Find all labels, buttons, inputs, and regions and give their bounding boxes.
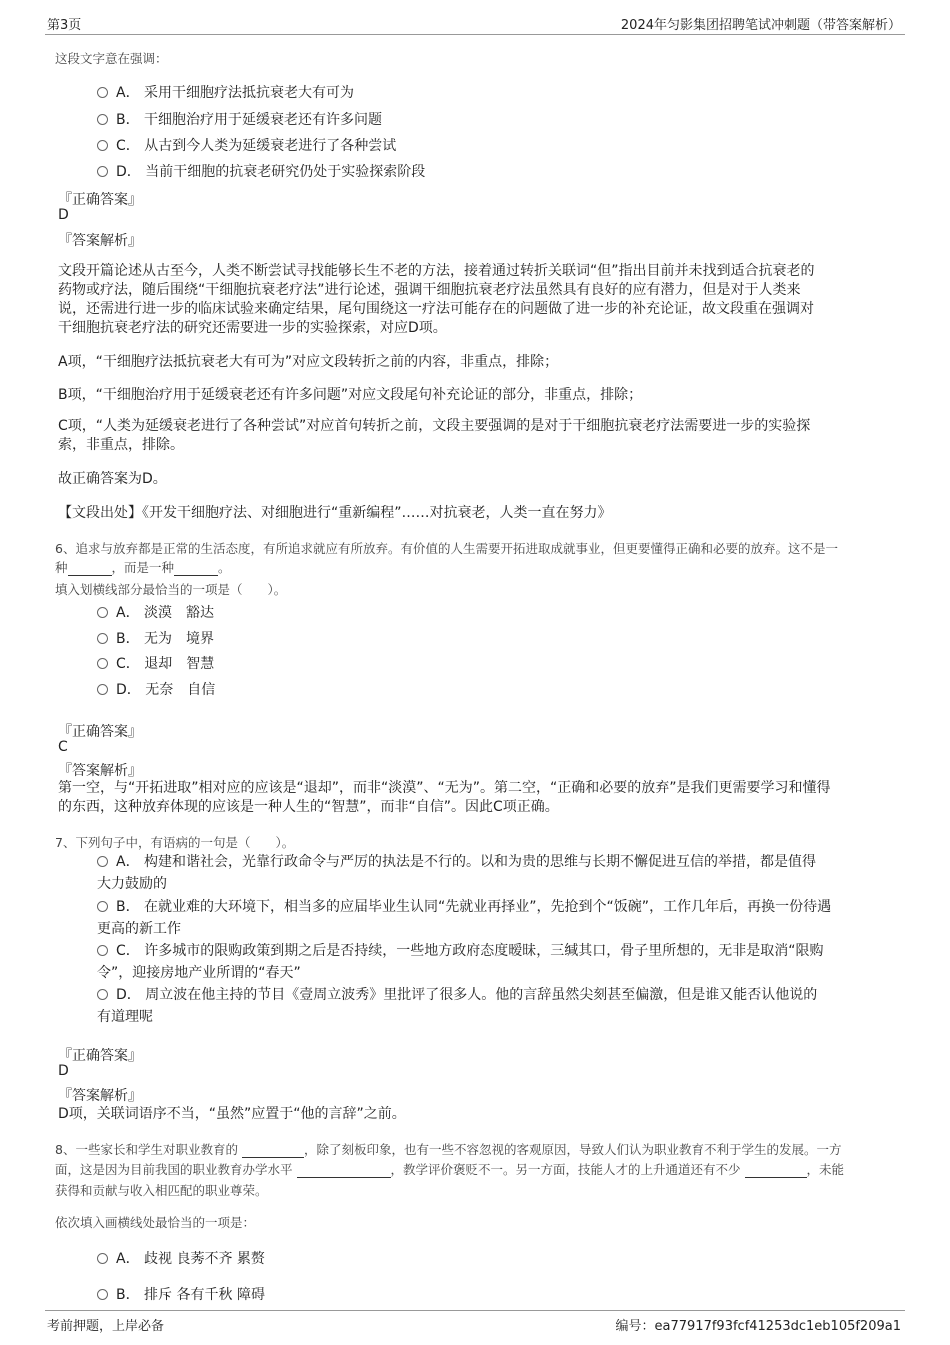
q5-option-a[interactable]: A． 采用干细胞疗法抵抗衰老大有可为	[97, 82, 354, 102]
q7-answer-label: 『正确答案』	[58, 1048, 142, 1064]
radio-icon[interactable]	[97, 658, 108, 669]
blank-line	[745, 1162, 807, 1178]
q6-answer-label: 『正确答案』	[58, 724, 142, 740]
blank-line	[242, 1142, 304, 1158]
radio-icon[interactable]	[97, 684, 108, 695]
document-code: 编号：ea77917f93fcf41253dc1eb105f209a1	[615, 1319, 901, 1334]
q6-stem-line2: 种 ，而是一种 。	[55, 560, 231, 575]
q6-option-b[interactable]: B． 无为 境界	[97, 628, 214, 648]
radio-icon[interactable]	[97, 114, 108, 125]
radio-icon[interactable]	[97, 166, 108, 177]
q6-answer: C	[58, 739, 68, 755]
q5-prompt: 这段文字意在强调：	[55, 51, 168, 66]
q7-stem: 7、下列句子中，有语病的一句是（ ）。	[55, 835, 295, 850]
q5-answer: D	[58, 207, 69, 223]
q6-option-c[interactable]: C． 退却 智慧	[97, 653, 214, 673]
q7-option-a[interactable]: A． 构建和谐社会，光靠行政命令与严厉的执法是不行的。以和为贵的思维与长期不懈促进互信的举措，都是值得 大力鼓励的	[97, 854, 817, 892]
radio-icon[interactable]	[97, 1253, 108, 1264]
q6-stem-line1: 6、追求与放弃都是正常的生活态度，有所追求就应有所放弃。有价值的人生需要开拓进取成就事业，但更要懂得正确和必要的放弃。这不是一	[55, 541, 838, 556]
q7-analysis: D项，关联词语序不当，“虽然”应置于“他的言辞”之前。	[58, 1106, 406, 1122]
q7-option-b[interactable]: B． 在就业难的大环境下，相当多的应届毕业生认同“先就业再择业”，先抢到个“饭碗”，工作几年后，再换一份待遇 更高的新工作	[97, 899, 832, 937]
q5-conclusion: 故正确答案为D。	[58, 471, 167, 487]
q7-option-d[interactable]: D． 周立波在他主持的节目《壹周立波秀》里批评了很多人。他的言辞虽然尖刻甚至偏激，但是谁又能否认他说的 有道理呢	[97, 987, 818, 1025]
footer-slogan: 考前押题，上岸必备	[47, 1319, 165, 1334]
q8-stem-line3: 获得和贡献与收入相匹配的职业尊荣。	[55, 1183, 268, 1198]
q5-b-note: B项，“干细胞治疗用于延缓衰老还有许多问题”对应文段尾句补充论证的部分，非重点，排除；	[58, 387, 643, 403]
q7-analysis-label: 『答案解析』	[58, 1088, 142, 1104]
page-header	[45, 14, 905, 35]
blank-line	[297, 1162, 391, 1178]
q5-analysis: 文段开篇论述从古至今，人类不断尝试寻找能够长生不老的方法，接着通过转折关联词“但”指出目前并未找到适合抗衰老的 药物或疗法，随后围绕“干细胞抗衰老疗法”进行论述，强调干细胞抗衰老疗法虽然具有良好的应有潜力，但是对于人类来 说，还需进行进一步的临床试验来确定结果，尾句围绕这一疗法可能存在的问题做了进一步的补充论证，故文段重在强调对 干细胞抗衰老疗法的研究还需要进一步的实验探索，对应D项。	[58, 263, 815, 336]
q8-stem-line1: 8、一些家长和学生对职业教育的 ，除了刻板印象，也有一些不容忽视的客观原因，导致人们认为职业教育不利于学生的发展。一方	[55, 1142, 842, 1157]
q5-source: 【文段出处】《开发干细胞疗法、对细胞进行“重新编程”……对抗衰老，人类一直在努力》	[58, 505, 612, 521]
q6-option-d[interactable]: D． 无奈 自信	[97, 679, 215, 699]
q8-option-b[interactable]: B． 排斥 各有千秋 障碍	[97, 1284, 265, 1304]
q6-option-a[interactable]: A． 淡漠 豁达	[97, 602, 214, 622]
q8-option-a[interactable]: A． 歧视 良莠不齐 累赘	[97, 1248, 265, 1268]
radio-icon[interactable]	[97, 607, 108, 618]
radio-icon[interactable]	[97, 989, 108, 1000]
radio-icon[interactable]	[97, 1289, 108, 1300]
q7-option-c[interactable]: C． 许多城市的限购政策到期之后是否持续，一些地方政府态度暧昧，三缄其口，骨子里所想的，无非是取消“限购 令”，迎接房地产业所谓的“春天”	[97, 943, 824, 981]
radio-icon[interactable]	[97, 856, 108, 867]
blank-line	[174, 560, 218, 576]
q5-analysis-label: 『答案解析』	[58, 233, 142, 249]
q5-c-note: C项，“人类为延缓衰老进行了各种尝试”对应首句转折之前，文段主要强调的是对于干细胞抗衰老疗法需要进一步的实验探 索，非重点，排除。	[58, 418, 811, 453]
radio-icon[interactable]	[97, 945, 108, 956]
radio-icon[interactable]	[97, 140, 108, 151]
q6-analysis-label: 『答案解析』	[58, 763, 142, 779]
q5-option-b[interactable]: B． 干细胞治疗用于延缓衰老还有许多问题	[97, 109, 382, 129]
q6-prompt: 填入划横线部分最恰当的一项是（ ）。	[55, 582, 287, 597]
document-title: 2024年匀影集团招聘笔试冲刺题（带答案解析）	[620, 18, 901, 33]
page-number: 第3页	[47, 18, 82, 33]
q8-prompt: 依次填入画横线处最恰当的一项是：	[55, 1215, 256, 1230]
q5-option-c[interactable]: C． 从古到今人类为延缓衰老进行了各种尝试	[97, 135, 396, 155]
radio-icon[interactable]	[97, 633, 108, 644]
radio-icon[interactable]	[97, 901, 108, 912]
q7-answer: D	[58, 1063, 69, 1079]
page-footer	[45, 1310, 905, 1333]
q5-answer-label: 『正确答案』	[58, 192, 142, 208]
q5-option-d[interactable]: D． 当前干细胞的抗衰老研究仍处于实验探索阶段	[97, 161, 425, 181]
blank-line	[68, 560, 112, 576]
radio-icon[interactable]	[97, 87, 108, 98]
q8-stem-line2: 面，这是因为目前我国的职业教育办学水平 ，教学评价褒贬不一。另一方面，技能人才的上升通道还有不少 ，未能	[55, 1162, 845, 1177]
q5-a-note: A项，“干细胞疗法抵抗衰老大有可为”对应文段转折之前的内容，非重点，排除；	[58, 354, 559, 370]
q6-analysis: 第一空，与“开拓进取”相对应的应该是“退却”，而非“淡漠”、“无为”。第二空，“正确和必要的放弃”是我们更需要学习和懂得 的东西，这种放弃体现的应该是一种人生的“智慧”，而非“自信”。因此C项正确。	[58, 780, 831, 815]
